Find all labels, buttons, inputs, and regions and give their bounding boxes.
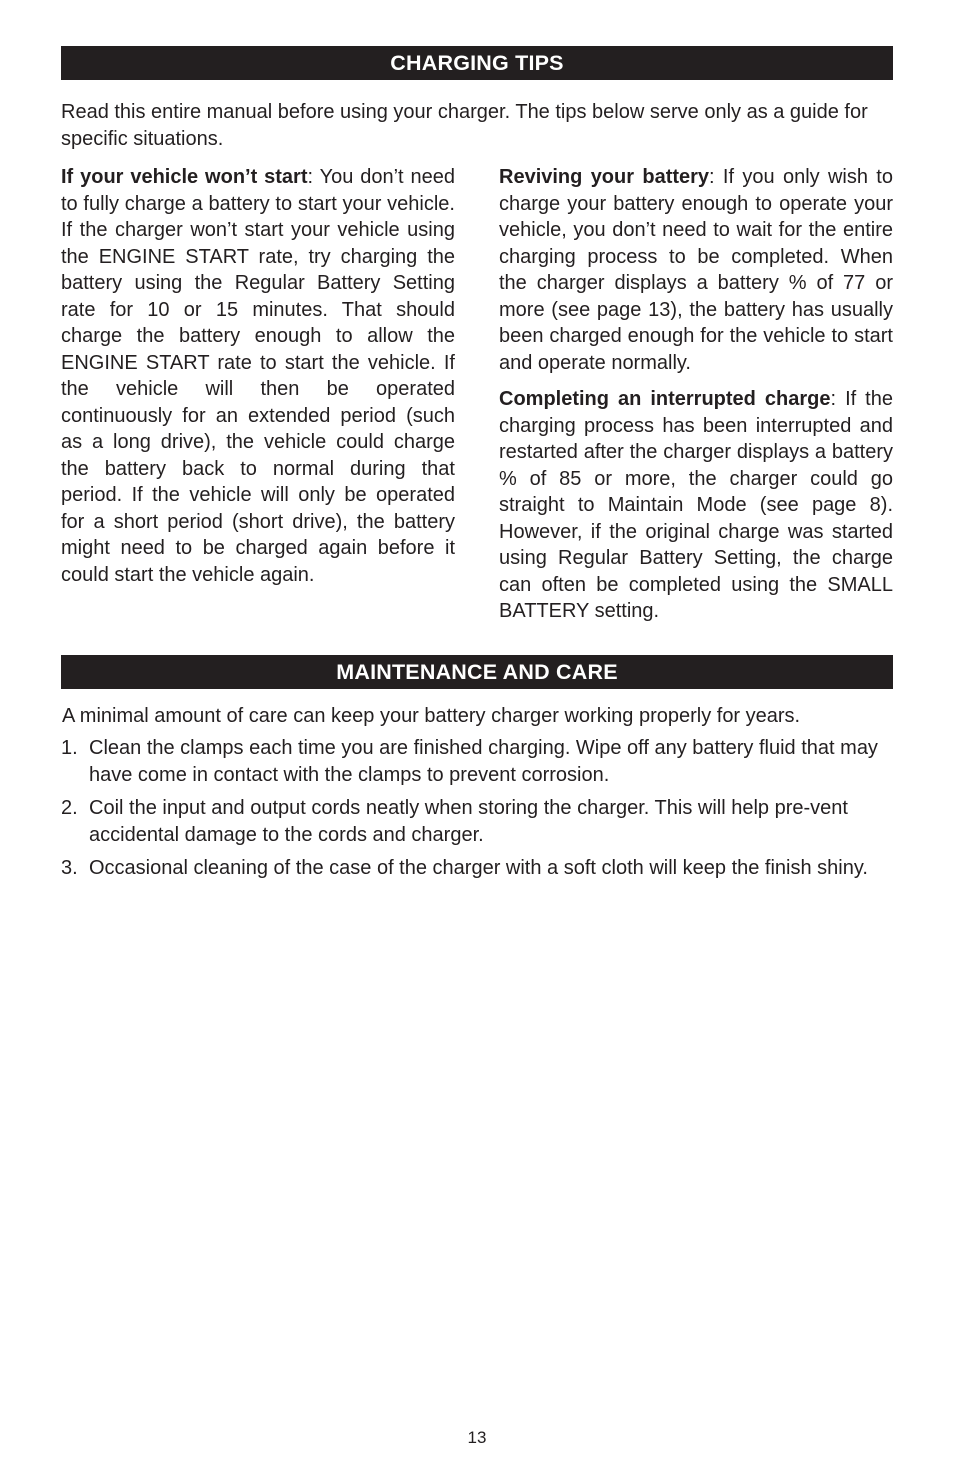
- tip-text: : If the charging process has been interrupted and restarted after the charger displays a battery % of 85 or more, the charger could go straight to Maintain Mode (see page 8). However, if the original charge was started using Regular Battery Setting, the charge can often be completed using the SMALL BATTERY setting.: [499, 388, 893, 622]
- tip-title: If your vehicle won’t start: [61, 166, 308, 188]
- tip-reviving-battery: [499, 164, 893, 376]
- list-item-text: Clean the clamps each time you are finished charging. Wipe off any battery fluid that may have come in contact with the clamps to prevent corrosion.: [89, 737, 878, 786]
- tip-interrupted-charge: [499, 386, 893, 625]
- list-item-number: 2.: [61, 797, 78, 819]
- tip-text: : You don’t need to fully charge a battery to start your vehicle. If the charger won’t start your vehicle using the ENGINE START rate, try charging the battery using the Regular Battery Setting rate for 10 or 15 minutes. That should charge the battery enough to allow the ENGINE START rate to start the vehicle. If the vehicle will then be operated continuously for an extended period (such as a long drive), the vehicle could charge the battery back to normal during that period. If the vehicle will only be operated for a short period (short drive), the battery might need to be charged again before it could start the vehicle again.: [61, 166, 455, 586]
- maintenance-section: [61, 655, 893, 882]
- list-item: [61, 735, 893, 788]
- charging-tips-section: [61, 46, 893, 635]
- tip-vehicle-wont-start: [61, 164, 455, 588]
- tip-title: Reviving your battery: [499, 166, 710, 188]
- manual-page: [61, 46, 893, 889]
- tip-title: Completing an interrupted charge: [499, 388, 831, 410]
- charging-tips-intro: Read this entire manual before using your charger. The tips below serve only as a guide for specific situations.: [61, 101, 868, 150]
- left-column: [61, 164, 455, 635]
- list-item: [61, 795, 893, 848]
- maintenance-intro: A minimal amount of care can keep your battery charger working properly for years.: [62, 704, 801, 727]
- maintenance-heading: MAINTENANCE AND CARE: [61, 655, 893, 689]
- maintenance-list: [61, 735, 893, 882]
- list-item: [61, 855, 893, 882]
- charging-tips-heading: CHARGING TIPS: [61, 46, 893, 80]
- list-item-text: Occasional cleaning of the case of the charger with a soft cloth will keep the finish shiny.: [89, 857, 868, 879]
- tip-text: : If you only wish to charge your battery enough to operate your vehicle, you don’t need to wait for the entire charging process to be completed. When the charger displays a battery % of 77 or more (see page 13), the battery has usually been charged enough for the vehicle to start and operate normally.: [499, 166, 893, 374]
- page-number: 13: [467, 1428, 487, 1447]
- right-column: [499, 164, 893, 635]
- list-item-number: 1.: [61, 737, 78, 759]
- list-item-text: Coil the input and output cords neatly when storing the charger. This will help pre-vent accidental damage to the cords and charger.: [89, 797, 848, 846]
- list-item-number: 3.: [61, 857, 78, 879]
- charging-tips-columns: [61, 164, 893, 635]
